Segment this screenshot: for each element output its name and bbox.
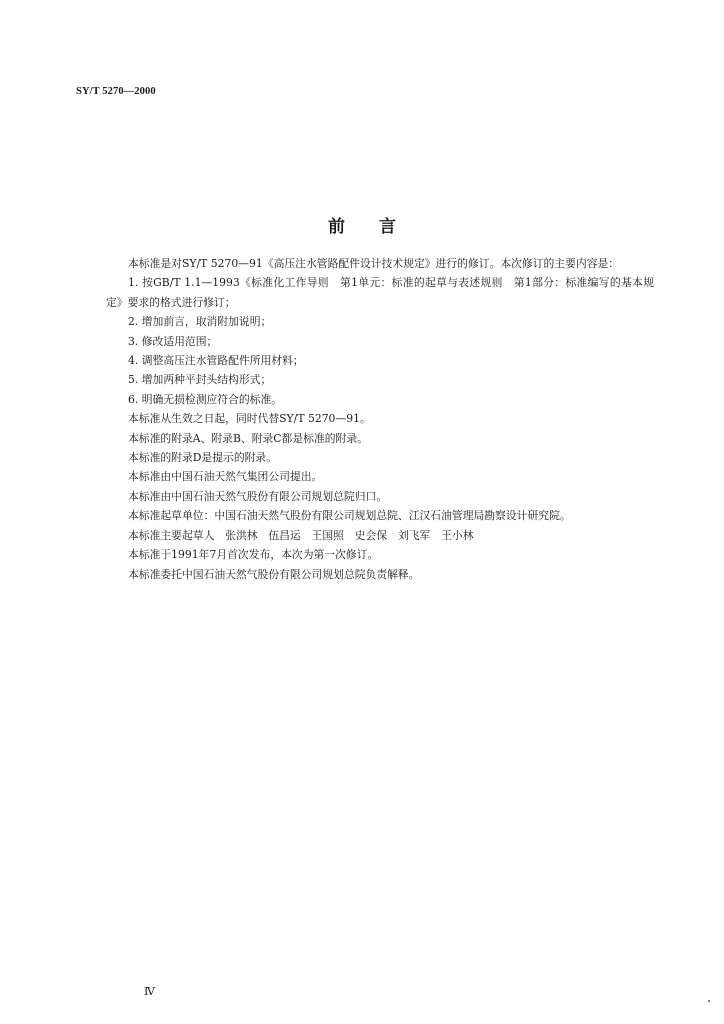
paragraph-replaces: 本标准从生效之日起，同时代替SY/T 5270—91。 [128,412,371,426]
paragraph-informative-annex: 本标准的附录D是提示的附录。 [128,451,278,465]
page-number: Ⅳ [144,986,155,998]
standard-code-header: SY/T 5270—2000 [76,86,156,97]
paragraph-drafters: 本标准主要起草人 张洪林 伍昌运 王国照 史会保 刘飞军 王小林 [128,528,474,542]
page-title: 前 言 [328,217,396,237]
list-item-5: 5. 增加两种平封头结构形式； [128,373,272,387]
scan-mark [708,1000,710,1002]
list-item-2: 2. 增加前言，取消附加说明； [128,315,272,329]
list-item-1: 1. 按GB/T 1.1—1993《标准化工作导则 第1单元：标准的起草与表述规则 第1部分：标准编写的基本规定》要求的格式进行修订； [106,276,654,309]
paragraph-normative-annexes: 本标准的附录A、附录B、附录C都是标准的附录。 [128,431,368,445]
paragraph-interpretation: 本标准委托中国石油天然气股份有限公司规划总院负责解释。 [128,567,420,581]
list-item-4: 4. 调整高压注水管路配件所用材料； [128,354,304,368]
paragraph-proposed-by: 本标准由中国石油天然气集团公司提出。 [128,470,323,484]
foreword-body [106,254,654,584]
paragraph-drafting-units: 本标准起草单位：中国石油天然气股份有限公司规划总院、江汉石油管理局勘察设计研究院。 [128,509,571,523]
paragraph-intro: 本标准是对SY/T 5270—91《高压注水管路配件设计技术规定》进行的修订。本次修订的主要内容是： [128,257,620,270]
list-item-3: 3. 修改适用范围； [128,334,218,348]
paragraph-first-issued: 本标准于1991年7月首次发布，本次为第一次修订。 [128,548,379,562]
paragraph-administered-by: 本标准由中国石油天然气股份有限公司规划总院归口。 [128,489,388,503]
list-item-6: 6. 明确无损检测应符合的标准。 [128,392,283,406]
